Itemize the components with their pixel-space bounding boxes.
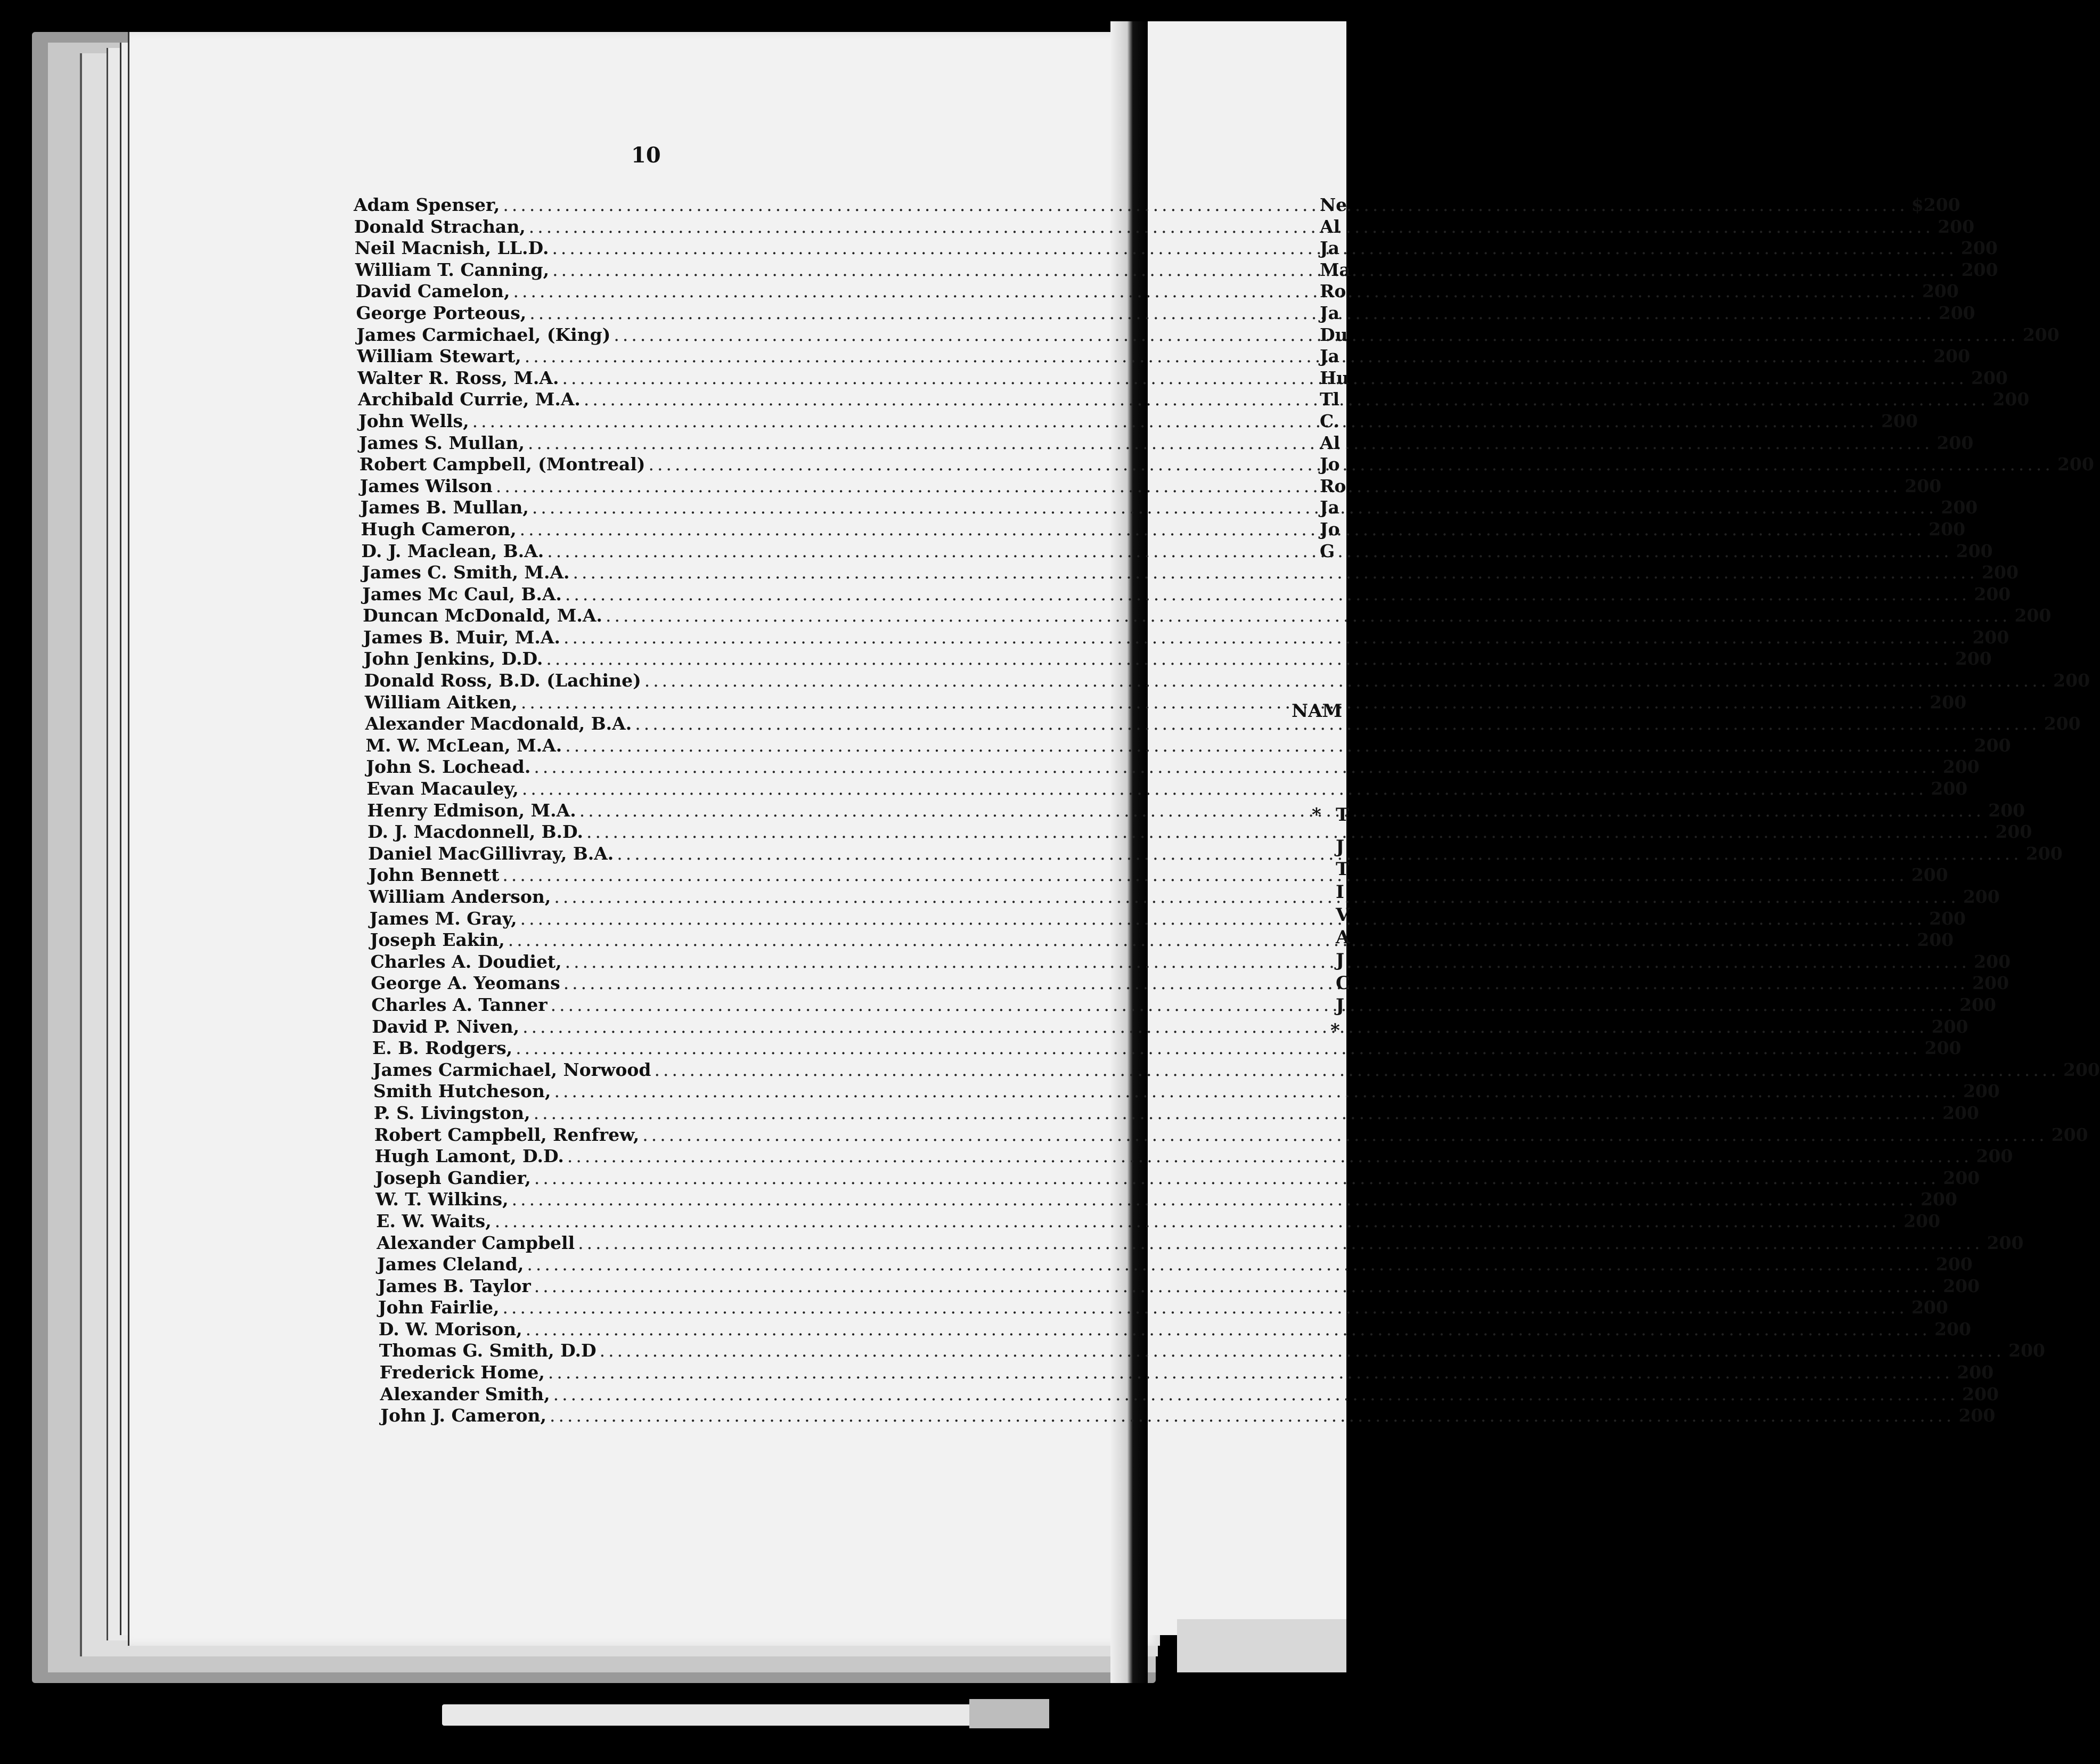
dot-leader [520, 519, 1925, 540]
dot-leader [553, 1384, 1958, 1404]
donation-amount: 200 [1931, 1016, 1968, 1037]
list-item [369, 886, 2000, 908]
dot-leader [522, 778, 1927, 799]
donation-amount: 200 [1972, 973, 2009, 994]
donor-name: Alexander Macdonald, B.A. [365, 713, 632, 734]
list-item [365, 713, 2081, 735]
dot-leader [525, 346, 1930, 366]
donation-amount: 200 [1924, 1038, 1962, 1059]
facing-mark: * [1330, 1020, 1340, 1041]
dot-leader [550, 1405, 1955, 1426]
dot-leader [529, 216, 1934, 237]
donation-amount: 200 [1972, 626, 2009, 648]
dot-leader [508, 929, 1913, 950]
donation-amount: 200 [2057, 454, 2094, 475]
donor-name: William T. Canning, [355, 259, 550, 280]
donation-amount: 200 [2051, 1124, 2088, 1145]
list-item [372, 1038, 1962, 1059]
dot-leader [502, 1297, 1907, 1318]
dot-leader [614, 324, 2019, 345]
donation-amount: 200 [1922, 281, 1959, 302]
donation-amount: 200 [1936, 432, 1974, 453]
donation-amount: 200 [1938, 302, 1975, 323]
page-bottom-edge-end [969, 1699, 1049, 1728]
facing-line-fragment: Al [1320, 432, 1341, 453]
donor-name: Alexander Smith, [380, 1383, 550, 1404]
list-item [366, 756, 1980, 778]
donor-name: John J. Cameron, [380, 1405, 546, 1426]
facing-mark: V [1336, 904, 1350, 926]
donation-amount: 200 [1974, 583, 2011, 605]
list-item [364, 670, 2090, 692]
list-item [354, 216, 1975, 238]
dot-leader [521, 692, 1926, 713]
facing-line-fragment: Ja [1320, 497, 1339, 518]
dot-leader [655, 1059, 2060, 1080]
facing-line-fragment: G [1320, 540, 1335, 561]
donor-name: Walter R. Ross, M.A. [357, 367, 559, 388]
donation-amount: 200 [1905, 475, 1942, 496]
donor-name: James B. Muir, M.A. [363, 626, 560, 648]
donation-amount: 200 [1943, 1275, 1980, 1296]
list-item [373, 1102, 1979, 1124]
donation-amount: 200 [1921, 1189, 1957, 1210]
dot-leader [563, 627, 1968, 648]
list-item [379, 1362, 1994, 1384]
donation-amount: 200 [1961, 259, 1998, 280]
dot-leader [552, 238, 1957, 258]
donor-name: William Stewart, [357, 346, 521, 367]
dot-leader [529, 303, 1934, 323]
list-item [372, 1016, 1968, 1038]
donor-name: George Porteous, [356, 302, 527, 323]
donation-amount: 200 [1917, 929, 1954, 951]
donor-name: W. T. Wilkins, [375, 1189, 509, 1210]
donor-name: D. J. Macdonnell, B.D. [367, 821, 583, 843]
facing-line-fragment: Ne [1320, 194, 1347, 215]
list-item [374, 1146, 2013, 1167]
donor-name: Charles A. Tanner [371, 994, 548, 1015]
list-item [369, 908, 1966, 930]
donor-name: James Cleland, [377, 1254, 524, 1275]
dot-leader [548, 1362, 1953, 1383]
donor-name: Charles A. Doudiet, [370, 951, 562, 972]
donor-name: Smith Hutcheson, [373, 1081, 551, 1102]
facing-line-fragment: Ja [1320, 238, 1339, 259]
donation-amount: 200 [1959, 994, 1997, 1015]
dot-leader [617, 843, 2022, 864]
donor-name: Frederick Home, [379, 1362, 545, 1383]
dot-leader [503, 194, 1908, 215]
facing-line-fragment: Hu [1320, 367, 1350, 388]
donor-name: James C. Smith, M.A. [362, 562, 570, 583]
donor-name: Archibald Currie, M.A. [358, 389, 581, 410]
dot-leader [472, 411, 1877, 431]
donor-name: William Anderson, [369, 886, 551, 907]
donation-amount: 200 [1963, 886, 2000, 907]
donor-name: John Wells, [358, 410, 469, 431]
list-item [371, 994, 1997, 1016]
donation-amount: 200 [1982, 562, 2019, 583]
dot-leader [547, 541, 1952, 561]
donation-amount: 200 [1929, 518, 1966, 540]
donor-name: John Bennett [368, 864, 500, 886]
donor-name: Joseph Gandier, [375, 1167, 531, 1188]
facing-line-fragment: Tl [1320, 389, 1340, 410]
donor-name: Neil Macnish, LL.D. [354, 238, 549, 259]
dot-leader [534, 756, 1939, 777]
donor-name: E. W. Waits, [376, 1210, 492, 1231]
donor-name: David P. Niven, [372, 1016, 520, 1037]
list-item [379, 1340, 2046, 1362]
list-item [365, 734, 2011, 757]
donor-name: Donald Ross, B.D. (Lachine) [364, 670, 641, 691]
list-item [360, 497, 1978, 519]
donor-name: James Wilson [359, 475, 493, 496]
list-item [363, 626, 2009, 649]
donation-amount: 200 [2044, 713, 2081, 734]
dot-leader [528, 432, 1933, 453]
dot-leader [546, 648, 1951, 669]
dot-leader [534, 1276, 1939, 1296]
dot-leader [532, 497, 1937, 518]
facing-line-fragment: Ja [1320, 303, 1339, 323]
dot-leader [573, 562, 1978, 583]
donation-amount: 200 [1974, 734, 2011, 756]
facing-line-fragment: Al [1320, 216, 1341, 237]
list-item [378, 1275, 1980, 1297]
facing-mark: C [1336, 973, 1351, 994]
dot-leader [513, 281, 1918, 301]
dot-leader [563, 973, 1968, 993]
facing-line-fragment: Ja [1320, 346, 1339, 367]
donor-name: James B. Taylor [378, 1275, 531, 1296]
list-item [362, 583, 2011, 606]
donation-amount: 200 [1971, 367, 2008, 388]
donor-name: Joseph Eakin, [370, 929, 505, 951]
donation-amount: 200 [1942, 1102, 1979, 1123]
donor-name: James Carmichael, Norwood [373, 1059, 651, 1080]
list-item [376, 1210, 1941, 1232]
donor-name: James Carmichael, (King) [356, 324, 611, 345]
donation-amount: 200 [1911, 864, 1948, 886]
donation-amount: 200 [1930, 691, 1967, 713]
donation-amount: 200 [1931, 778, 1968, 799]
donation-amount: 200 [2063, 1059, 2100, 1080]
dot-leader [606, 605, 2011, 626]
donation-amount: 200 [1956, 540, 1993, 561]
donor-name: Robert Campbell, Renfrew, [374, 1124, 640, 1145]
donation-amount: 200 [1934, 1318, 1972, 1340]
donor-name: James M. Gray, [369, 908, 517, 929]
right-page-edge [1177, 1619, 1346, 1672]
donor-name: Robert Campbell, (Montreal) [359, 454, 645, 475]
donation-amount: 200 [1976, 1146, 2013, 1167]
donation-amount: $200 [1911, 194, 1960, 215]
list-item [371, 973, 2009, 994]
list-item [377, 1254, 1973, 1276]
donation-amount: 200 [1929, 908, 1966, 929]
dot-leader [534, 1167, 1939, 1188]
donation-amount: 200 [1955, 648, 1992, 669]
list-item [380, 1383, 1999, 1406]
donation-amount: 200 [1974, 951, 2011, 972]
donor-name: James B. Mullan, [360, 497, 529, 518]
list-item [363, 605, 2052, 627]
donor-name: Thomas G. Smith, D.D [379, 1340, 597, 1361]
donor-name: Hugh Cameron, [361, 518, 517, 540]
facing-mark: I [1336, 881, 1344, 903]
donor-name: P. S. Livingston, [373, 1102, 530, 1123]
list-item [368, 843, 2063, 865]
donation-amount: 200 [1992, 389, 2030, 410]
facing-mark: T [1336, 804, 1350, 826]
donation-amount: 200 [1911, 1297, 1948, 1318]
list-item [373, 1081, 2000, 1102]
donor-name: Evan Macauley, [366, 778, 519, 799]
donation-amount: 200 [1962, 1383, 1999, 1404]
list-item [362, 562, 2019, 584]
facing-line-fragment: Jo [1320, 454, 1340, 475]
page-bottom-edge [442, 1704, 1049, 1726]
donation-amount: 200 [1933, 346, 1971, 367]
dot-leader [496, 476, 1901, 496]
dot-leader [584, 389, 1989, 410]
donation-amount: 200 [2014, 605, 2052, 626]
list-item [374, 1124, 2088, 1146]
donor-name: Duncan McDonald, M.A. [363, 605, 602, 626]
donor-name: James S. Mullan, [358, 432, 525, 453]
donor-name: Daniel MacGillivray, B.A. [368, 843, 614, 864]
facing-line-fragment: Du [1320, 324, 1348, 345]
list-item [373, 1059, 2100, 1081]
donation-amount: 200 [1995, 821, 2032, 843]
dot-leader [579, 800, 1984, 821]
donor-name: Henry Edmison, M.A. [367, 799, 576, 821]
donation-amount: 200 [1957, 1362, 1994, 1383]
dot-leader [526, 1319, 1931, 1340]
facing-line-fragment: Ma [1320, 259, 1351, 280]
list-item [370, 929, 1954, 951]
dot-leader [642, 1124, 2047, 1145]
facing-line-fragment: Ro [1320, 281, 1346, 302]
facing-line-fragment: Jo [1320, 519, 1340, 540]
donor-name: M. W. McLean, M.A. [365, 734, 562, 756]
dot-leader [502, 864, 1907, 885]
facing-mark: A [1336, 927, 1350, 948]
dot-leader [552, 259, 1957, 280]
dot-leader [648, 454, 2053, 475]
list-item [367, 799, 2025, 822]
dot-leader [495, 1211, 1900, 1231]
donation-amount: 200 [2022, 324, 2060, 345]
donation-amount: 200 [1881, 410, 1918, 431]
list-item [366, 778, 1968, 800]
dot-leader [586, 821, 1991, 842]
donor-name: John Fairlie, [378, 1297, 500, 1318]
dot-leader [562, 368, 1967, 388]
donation-amount: 200 [1963, 1081, 2000, 1102]
list-item [368, 864, 1948, 886]
donation-amount: 200 [1935, 1254, 1973, 1275]
donor-name: D. W. Morison, [378, 1318, 522, 1340]
donation-amount: 200 [1958, 1405, 1996, 1426]
donor-name: John Jenkins, D.D. [363, 648, 543, 669]
donor-name: James Mc Caul, B.A. [362, 583, 562, 605]
dot-leader [567, 1146, 1972, 1166]
facing-mark: J [1336, 950, 1345, 971]
dot-leader [534, 1102, 1939, 1123]
donation-amount: 200 [1942, 756, 1980, 778]
donation-amount: 200 [1960, 238, 1998, 259]
donation-amount: 200 [1987, 1232, 2024, 1253]
dot-leader [600, 1340, 2005, 1361]
dot-leader [565, 951, 1970, 972]
facing-line-fragment: Ro [1320, 475, 1346, 496]
facing-mark: J [1336, 836, 1345, 858]
list-item [361, 540, 1993, 562]
donation-amount: 200 [2053, 670, 2090, 691]
donor-name: D. J. Maclean, B.A. [361, 540, 544, 561]
list-item [378, 1318, 1972, 1341]
list-item [358, 410, 1918, 432]
dot-leader [551, 994, 1956, 1015]
donation-amount: 200 [2008, 1340, 2046, 1361]
donor-name: Hugh Lamont, D.D. [374, 1146, 564, 1167]
dot-leader [512, 1189, 1917, 1210]
facing-line-fragment: C. [1320, 411, 1340, 431]
donation-amount: 200 [2025, 843, 2063, 864]
dot-leader [520, 908, 1925, 929]
facing-mark: * [1312, 804, 1321, 826]
dot-leader [554, 886, 1959, 907]
list-item [375, 1189, 1957, 1211]
donation-amount: 200 [1903, 1210, 1941, 1231]
list-item [375, 1167, 1980, 1189]
donor-name: David Camelon, [355, 281, 510, 302]
dot-leader [644, 670, 2049, 691]
donor-name: John S. Lochead. [366, 756, 531, 778]
list-item [363, 648, 1992, 670]
dot-leader [554, 1081, 1959, 1101]
donor-name: William Aitken, [364, 691, 518, 713]
dot-leader [522, 1016, 1927, 1037]
list-item [380, 1405, 1996, 1427]
list-item [377, 1232, 2024, 1254]
donation-amount: 200 [1943, 1167, 1980, 1188]
list-item [378, 1297, 1948, 1319]
dot-leader [516, 1038, 1921, 1058]
donation-amount: 200 [1938, 216, 1975, 237]
dot-leader [565, 584, 1970, 605]
list-item [370, 951, 2011, 973]
donor-name: George A. Yeomans [371, 973, 560, 994]
donor-name: Donald Strachan, [354, 216, 526, 237]
donor-name: Alexander Campbell [377, 1232, 575, 1253]
donation-amount: 200 [1988, 799, 2025, 821]
dot-leader [578, 1232, 1983, 1253]
facing-mark: J [1336, 995, 1345, 1016]
facing-heading-fragment: NAM [1292, 700, 1343, 722]
dot-leader [565, 735, 1970, 756]
list-item [367, 821, 2032, 843]
page-number: 10 [631, 143, 661, 168]
donor-name: E. B. Rodgers, [372, 1038, 513, 1059]
facing-mark: T [1336, 859, 1350, 880]
donor-name: Adam Spenser, [354, 194, 500, 215]
dot-leader [527, 1254, 1932, 1275]
donation-amount: 200 [1941, 497, 1978, 518]
